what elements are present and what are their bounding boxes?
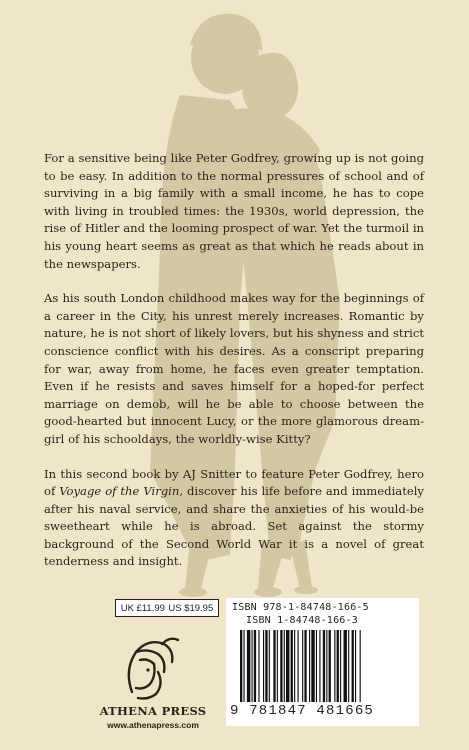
blurb-paragraph-1: For a sensitive being like Peter Godfrey, growing up is not going to be easy. In addition to the normal pressures of school and of surviving in a big family with a small income, he has to cope with living in troubled times: the 1930s, world depression, the rise of Hitler and the looming prospect of war. Yet the turmoil in his young heart seems as great as that which he reads about in the newspapers. xyxy=(44,151,424,271)
barcode-bar xyxy=(252,630,253,702)
barcode-bar xyxy=(311,630,314,702)
barcode-bar xyxy=(316,630,317,702)
barcode-bar xyxy=(323,630,325,702)
barcode-bar xyxy=(254,630,256,702)
uk-price: UK £11.99 xyxy=(120,602,165,614)
barcode-bar xyxy=(326,630,327,702)
barcode-number: 9 781847 481665 xyxy=(230,703,375,719)
barcode-bar xyxy=(344,630,347,702)
blurb-paragraph-2: As his south London childhood makes way for the beginnings of a career in the City, his unrest merely increases. Romantic by nature, he is not short of likely lovers, but his shyness and strict conscience conflict with his desires. As a conscript preparing for war, away from home, he faces even greater temptation. Even if he resists and saves himself for a hoped-for perfect marriage on demob, will he be able to choose between the good-hearted but innocent Lucy, or the more glamorous dream-girl of his schooldays, the worldly-wise Kitty? xyxy=(44,291,424,446)
barcode-bar xyxy=(247,630,250,702)
barcode-bars xyxy=(240,630,408,702)
barcode-bar xyxy=(258,630,259,702)
us-price: US $19.95 xyxy=(168,602,214,614)
isbn-13: ISBN 978-1-84748-166-5 xyxy=(232,602,369,613)
blurb-paragraph-3 xyxy=(44,466,424,572)
publisher-name: ATHENA PRESS xyxy=(99,704,207,718)
barcode-bar xyxy=(360,630,361,702)
blurb-paragraph-3-end: , discover his life before and immediately after his naval service, and share the anxieties of his would-be sweetheart while he is abroad. Set against the stormy background of the Second World War it is a novel of great tenderness and insight. xyxy=(44,484,424,569)
barcode-bar xyxy=(309,630,310,702)
barcode-bar xyxy=(263,630,264,702)
back-cover-blurb xyxy=(44,150,424,588)
price-box xyxy=(115,599,219,617)
barcode-bar xyxy=(298,630,299,702)
barcode-bar xyxy=(284,630,285,702)
book-title-reference: Voyage of the Virgin xyxy=(59,484,180,499)
barcode-bar xyxy=(280,630,282,702)
publisher-url[interactable]: www.athenapress.com xyxy=(107,720,199,730)
isbn-10: ISBN 1-84748-166-3 xyxy=(246,615,358,626)
athena-helmet-logo-icon xyxy=(118,632,182,702)
barcode-bar xyxy=(337,630,339,702)
barcode-bar xyxy=(329,630,331,702)
barcode-bar xyxy=(277,630,278,702)
barcode-bar xyxy=(265,630,267,702)
isbn-barcode-block xyxy=(226,598,419,726)
barcode-bar xyxy=(269,630,270,702)
barcode-bar xyxy=(355,630,356,702)
barcode-bar xyxy=(240,630,242,702)
barcode-bar xyxy=(340,630,341,702)
barcode-bar xyxy=(291,630,293,702)
barcode-bar xyxy=(348,630,349,702)
blurb-paragraph-3-start: In this second book by AJ Snitter to feature Peter Godfrey, hero of xyxy=(44,466,424,499)
barcode-bar xyxy=(319,630,320,702)
barcode-bar xyxy=(243,630,244,702)
barcode-bar xyxy=(304,630,306,702)
barcode-bar xyxy=(302,630,303,702)
barcode-bar xyxy=(352,630,354,702)
barcode-bar xyxy=(334,630,335,702)
barcode-bar xyxy=(273,630,275,702)
barcode-bar xyxy=(286,630,289,702)
barcode-bar xyxy=(294,630,295,702)
